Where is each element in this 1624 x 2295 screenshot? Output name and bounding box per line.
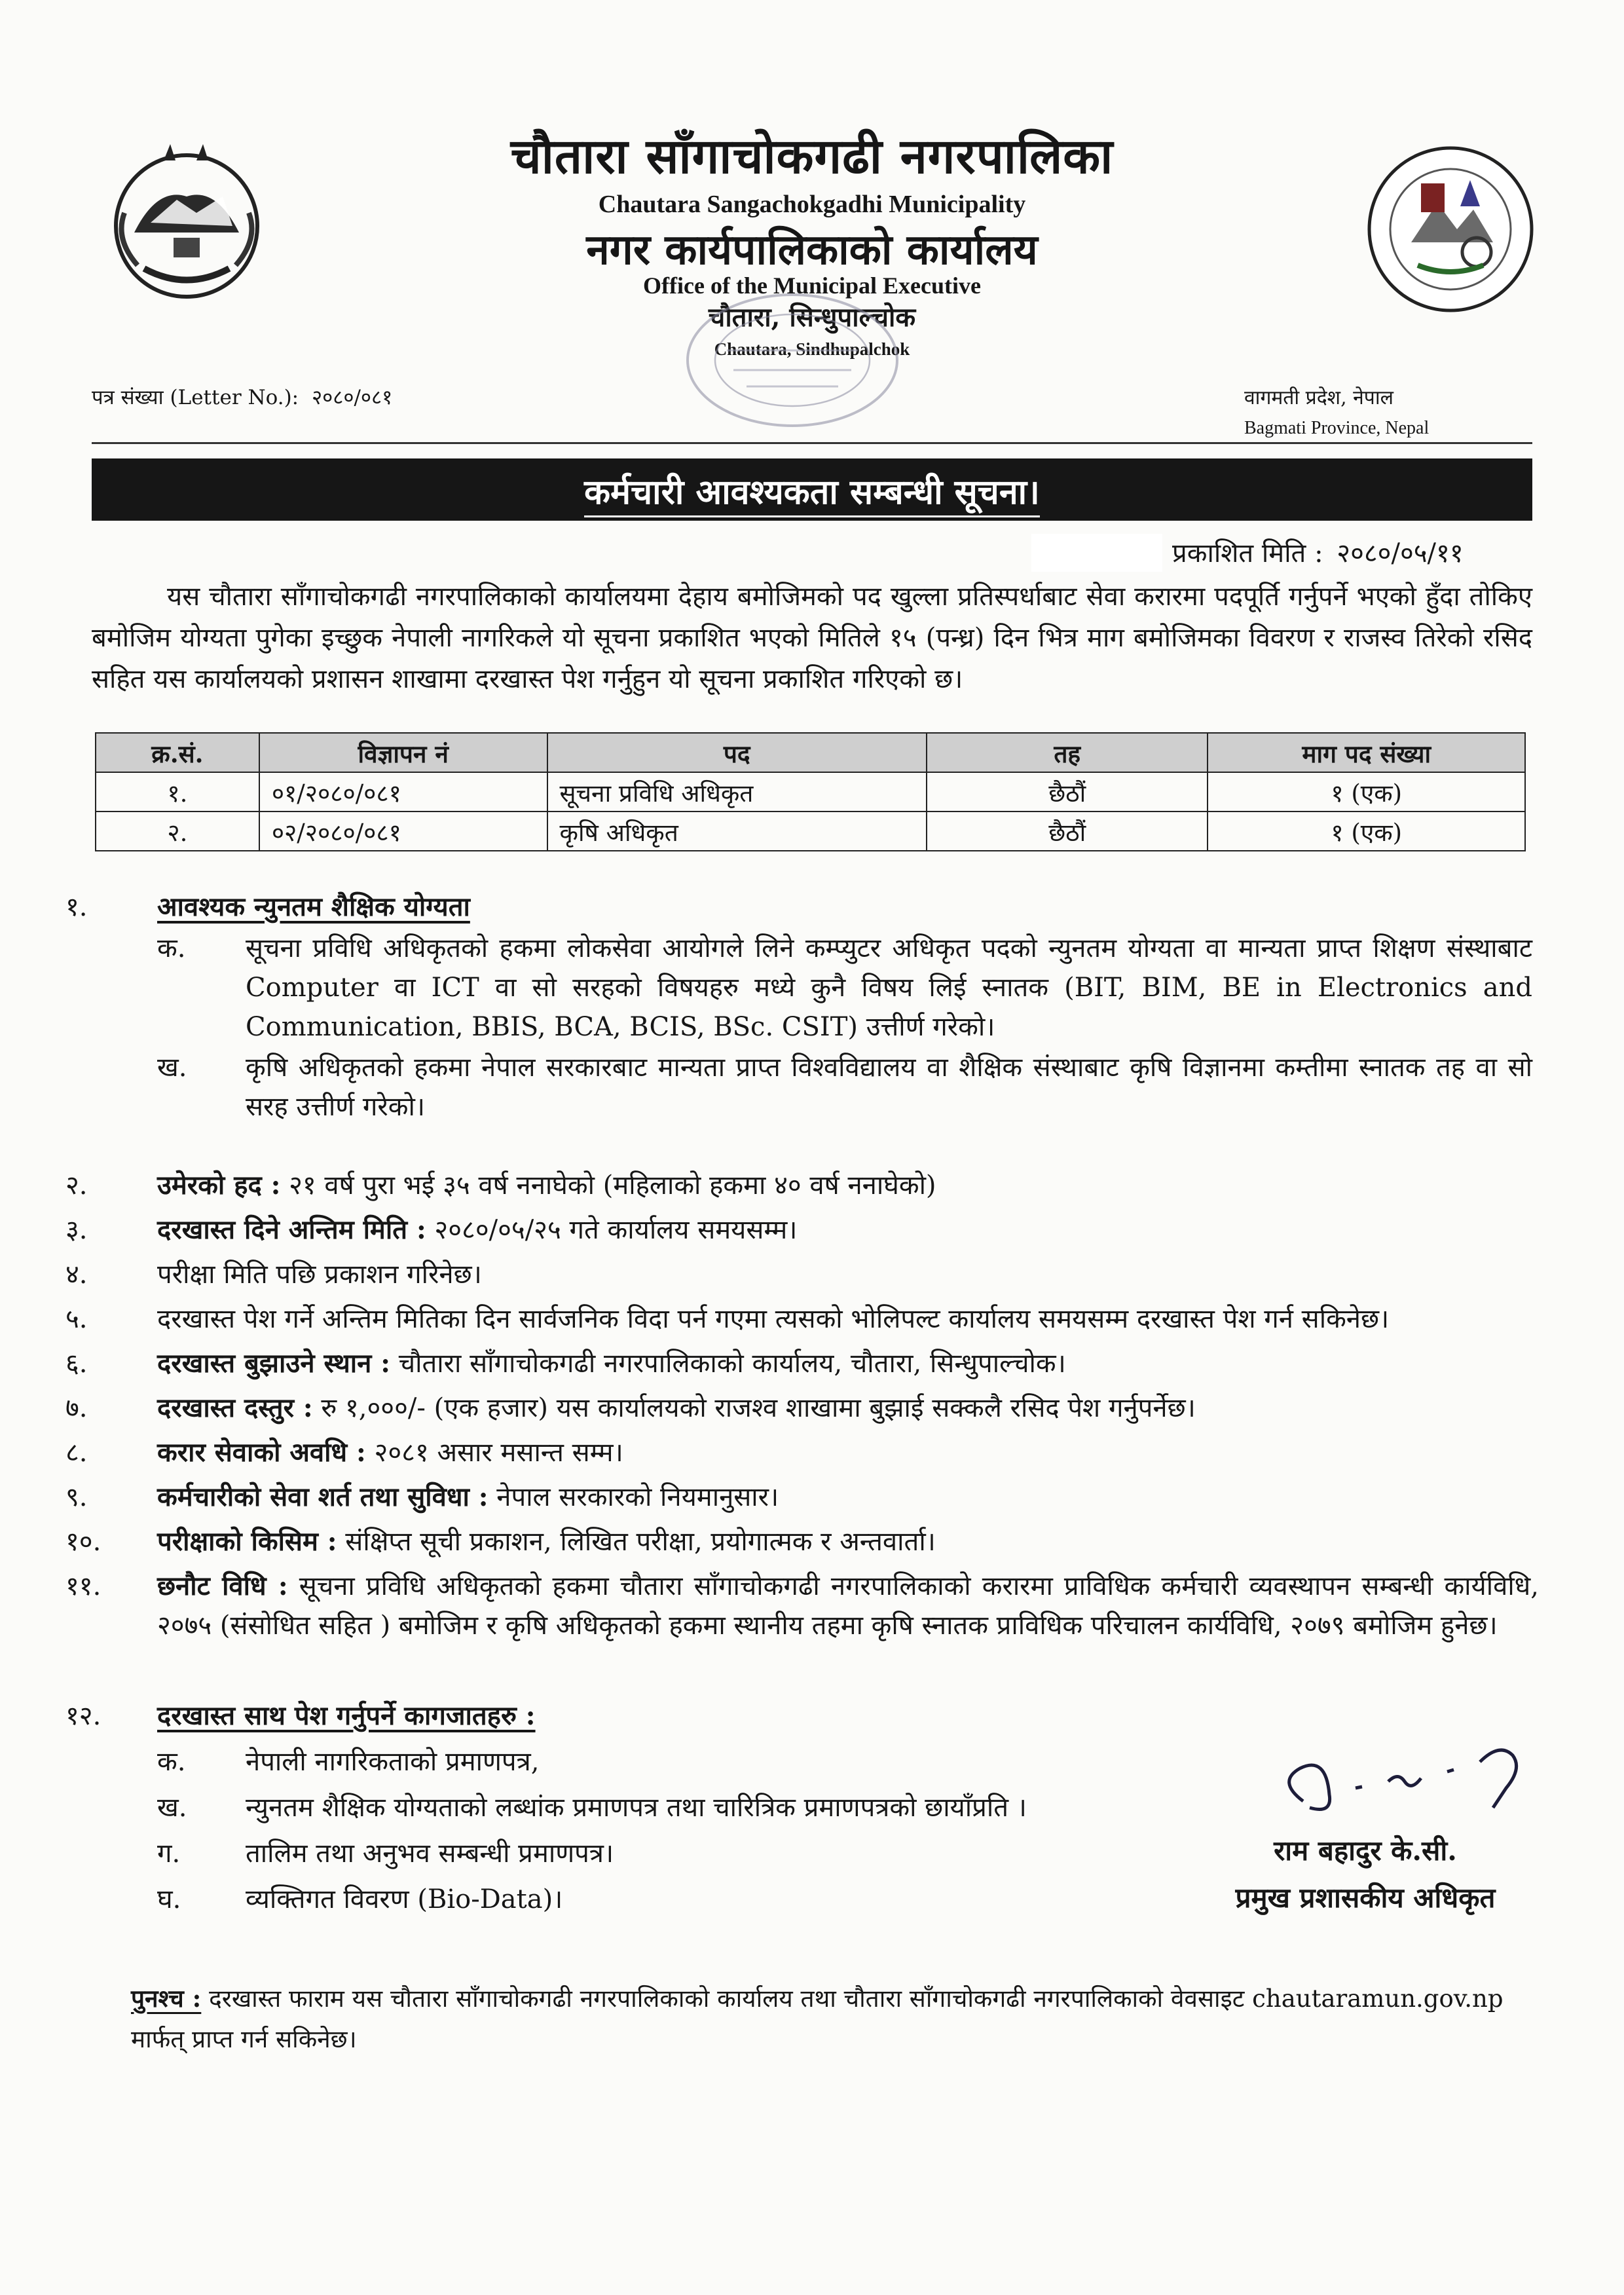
section-label: दरखास्त दस्तुर : [157, 1392, 313, 1423]
signer-block [1205, 1827, 1526, 1922]
section-label: दरखास्त दिने अन्तिम मिति : [157, 1214, 426, 1245]
postscript-label: पुनश्च : [131, 1984, 202, 2013]
letter-number-value: २०८०/०८१ [311, 386, 393, 409]
province-np: वागमती प्रदेश, नेपाल [1244, 386, 1393, 409]
table-cell: छैठौं [927, 772, 1208, 812]
table-cell: २. [96, 812, 259, 851]
section-number: ८. [65, 1438, 88, 1468]
section-text: २१ वर्ष पुरा भई ३५ वर्ष ननाघेको (महिलाको हकमा ४० वर्ष ननाघेको) [280, 1170, 936, 1201]
sub-number: क. [157, 933, 186, 963]
office-name-en: Office of the Municipal Executive [643, 272, 981, 299]
letter-number [92, 383, 392, 411]
section-number: ११. [65, 1571, 101, 1601]
section-label: दरखास्त बुझाउने स्थान : [157, 1348, 391, 1379]
intro-paragraph: यस चौतारा साँगाचोकगढी नगरपालिकाको कार्यालयमा देहाय बमोजिमको पद खुल्ला प्रतिस्पर्धाबाट सेवा करारमा पदपूर्ति गर्नुपर्ने भएको हुँदा तोकिए बमोजिम योग्यता पुगेका इच्छुक नेपाली नागरिकले यो सूचना प्रकाशित भएको मितिले १५ (पन्ध्र) दिन भित्र माग बमोजिमका विवरण र राजस्व तिरेको रसिद सहित यस कार्यालयको प्रशासन शाखामा दरखास्त पेश गर्नुहुन यो सूचना प्रकाशित गरिएको छ। [92, 582, 1532, 694]
section-label: छनौट विधि : [157, 1571, 288, 1601]
table-cell: कृषि अधिकृत [547, 812, 927, 851]
postscript-text: दरखास्त फाराम यस चौतारा साँगाचोकगढी नगरपालिकाको कार्यालय तथा चौतारा साँगाचोकगढी नगरपालिकाको वेवसाइट chautaramun.gov.np मार्फत् प्राप्त गर्न सकिनेछ। [131, 1985, 1504, 2053]
municipality-name-np: चौतारा साँगाचोकगढी नगरपालिका [510, 128, 1114, 185]
redacted-area [1031, 534, 1162, 572]
section-text: संक्षिप्त सूची प्रकाशन, लिखित परीक्षा, प्रयोगात्मक र अन्तवार्ता। [337, 1527, 936, 1557]
signature-mark [1264, 1716, 1565, 1840]
header-divider [92, 442, 1532, 444]
section-number: ७. [65, 1393, 88, 1423]
municipality-logo-icon [1365, 144, 1536, 314]
table-header-row [96, 733, 1525, 772]
table-cell: ०१/२०८०/०८१ [259, 772, 547, 812]
sub-text: कृषि अधिकृतको हकमा नेपाल सरकारबाट मान्यता प्राप्त विश्वविद्यालय वा शैक्षिक संस्थाबाट कृषि विज्ञानमा कम्तीमा स्नातक तह वा सो सरह उत्तीर्ण गरेको। [246, 1053, 1532, 1122]
sub-text: सूचना प्रविधि अधिकृतको हकमा लोकसेवा आयोगले लिने कम्प्युटर अधिकृत पदको न्युनतम योग्यता वा मान्यता प्राप्त शिक्षण संस्थाबाट Computer वा ICT वा सो सरहको विषयहरु मध्ये कुनै विषय लिई स्नातक (BIT, BIM, BE in Electronics and Communication, BBIS, BCA, BCIS, BSc. CSIT) उत्तीर्ण गरेको। [246, 933, 1532, 1042]
sub-number: ग. [157, 1838, 181, 1869]
province-en: Bagmati Province, Nepal [1244, 418, 1430, 438]
section-text: रु १,०००/- (एक हजार) यस कार्यालयको राजश्व शाखामा बुझाई सक्कलै रसिद पेश गर्नुपर्नेछ। [312, 1393, 1196, 1423]
postscript [131, 1978, 1532, 2060]
publication-date [1172, 534, 1464, 570]
section-number: ९. [65, 1482, 88, 1512]
section-text: नेपाल सरकारको नियमानुसार। [488, 1482, 779, 1512]
table-cell: १. [96, 772, 259, 812]
sub-text: नेपाली नागरिकताको प्रमाणपत्र, [246, 1747, 540, 1777]
location-en: Chautara, Sindhupalchok [714, 339, 910, 359]
publication-date-value: २०८०/०५/११ [1337, 538, 1464, 569]
section-text: सूचना प्रविधि अधिकृतको हकमा चौतारा साँगाचोकगढी नगरपालिकाको करारमा प्राविधिक कर्मचारी व्यवस्थापन सम्बन्धी कार्यविधि, २०७५ (संसोधित सहित ) बमोजिम र कृषि अधिकृतको हकमा स्थानीय तहमा कृषि स्नातक प्राविधिक परिचालन कार्यविधि, २०७९ बमोजिम हुनेछ। [157, 1571, 1539, 1641]
section-number: १२. [65, 1701, 101, 1731]
table-cell: ०२/२०८०/०८१ [259, 812, 547, 851]
section-text: चौतारा साँगाचोकगढी नगरपालिकाको कार्यालय, चौतारा, सिन्धुपाल्चोक। [390, 1349, 1066, 1379]
table-cell: १ (एक) [1208, 772, 1525, 812]
section-number: ६. [65, 1349, 88, 1379]
sub-number: घ. [157, 1884, 181, 1914]
province [1244, 383, 1429, 443]
table-cell: छैठौं [927, 812, 1208, 851]
table-header: विज्ञापन नं [259, 733, 547, 772]
notice-title: कर्मचारी आवश्यकता सम्बन्धी सूचना। [584, 468, 1040, 517]
section-label: परीक्षाको किसिम : [157, 1526, 337, 1557]
notice-banner [92, 458, 1532, 521]
section-title: आवश्यक न्युनतम शैक्षिक योग्यता [157, 891, 470, 922]
section-number: ४. [65, 1259, 88, 1290]
office-name-np: नगर कार्यपालिकाको कार्यालय [586, 225, 1038, 274]
table-header: क्र.सं. [96, 733, 259, 772]
section-text: परीक्षा मिति पछि प्रकाशन गरिनेछ। [157, 1259, 482, 1290]
table-cell: १ (एक) [1208, 812, 1525, 851]
section-text: २०८०/०५/२५ गते कार्यालय समयसम्म। [426, 1215, 798, 1245]
section-number: ३. [65, 1215, 88, 1245]
section-number: २. [65, 1170, 88, 1201]
table-row [96, 812, 1525, 851]
section-text: २०८१ असार मसान्त सम्म। [365, 1438, 623, 1468]
section-label: कर्मचारीको सेवा शर्त तथा सुविधा : [157, 1482, 489, 1512]
section-label: उमेरको हद : [157, 1170, 281, 1201]
sub-number: क. [157, 1747, 186, 1777]
office-seal-stamp [681, 288, 904, 432]
sub-text: तालिम तथा अनुभव सम्बन्धी प्रमाणपत्र। [246, 1838, 614, 1869]
location-np: चौतारा, सिन्धुपाल्चोक [708, 302, 916, 333]
table-header: माग पद संख्या [1208, 733, 1525, 772]
municipality-name-en: Chautara Sangachokgadhi Municipality [598, 191, 1026, 218]
sub-number: ख. [157, 1053, 187, 1083]
publication-date-label: प्रकाशित मिति : [1172, 538, 1323, 569]
vacancy-table [95, 732, 1526, 851]
signer-name: राम बहादुर के.सी. [1274, 1835, 1457, 1867]
section-title: दरखास्त साथ पेश गर्नुपर्ने कागजातहरु : [157, 1700, 536, 1731]
table-header: तह [927, 733, 1208, 772]
table-row [96, 772, 1525, 812]
section-label: करार सेवाको अवधि : [157, 1437, 366, 1468]
nepal-emblem-icon [98, 134, 275, 305]
section-text: दरखास्त पेश गर्ने अन्तिम मितिका दिन सार्वजनिक विदा पर्न गएमा त्यसको भोलिपल्ट कार्यालय समयसम्म दरखास्त पेश गर्न सकिनेछ। [157, 1304, 1390, 1334]
sub-text: न्युनतम शैक्षिक योग्यताको लब्धांक प्रमाणपत्र तथा चारित्रिक प्रमाणपत्रको छायाँप्रति । [246, 1793, 1027, 1823]
table-header: पद [547, 733, 927, 772]
letter-number-label: पत्र संख्या (Letter No.): [92, 386, 299, 409]
section-number: ५. [65, 1304, 88, 1334]
section-number: १. [65, 892, 88, 922]
section-number: १०. [65, 1527, 101, 1557]
table-cell: सूचना प्रविधि अधिकृत [547, 772, 927, 812]
signer-title: प्रमुख प्रशासकीय अधिकृत [1235, 1882, 1496, 1914]
sub-number: ख. [157, 1793, 187, 1823]
sub-text: व्यक्तिगत विवरण (Bio-Data)। [246, 1884, 563, 1914]
